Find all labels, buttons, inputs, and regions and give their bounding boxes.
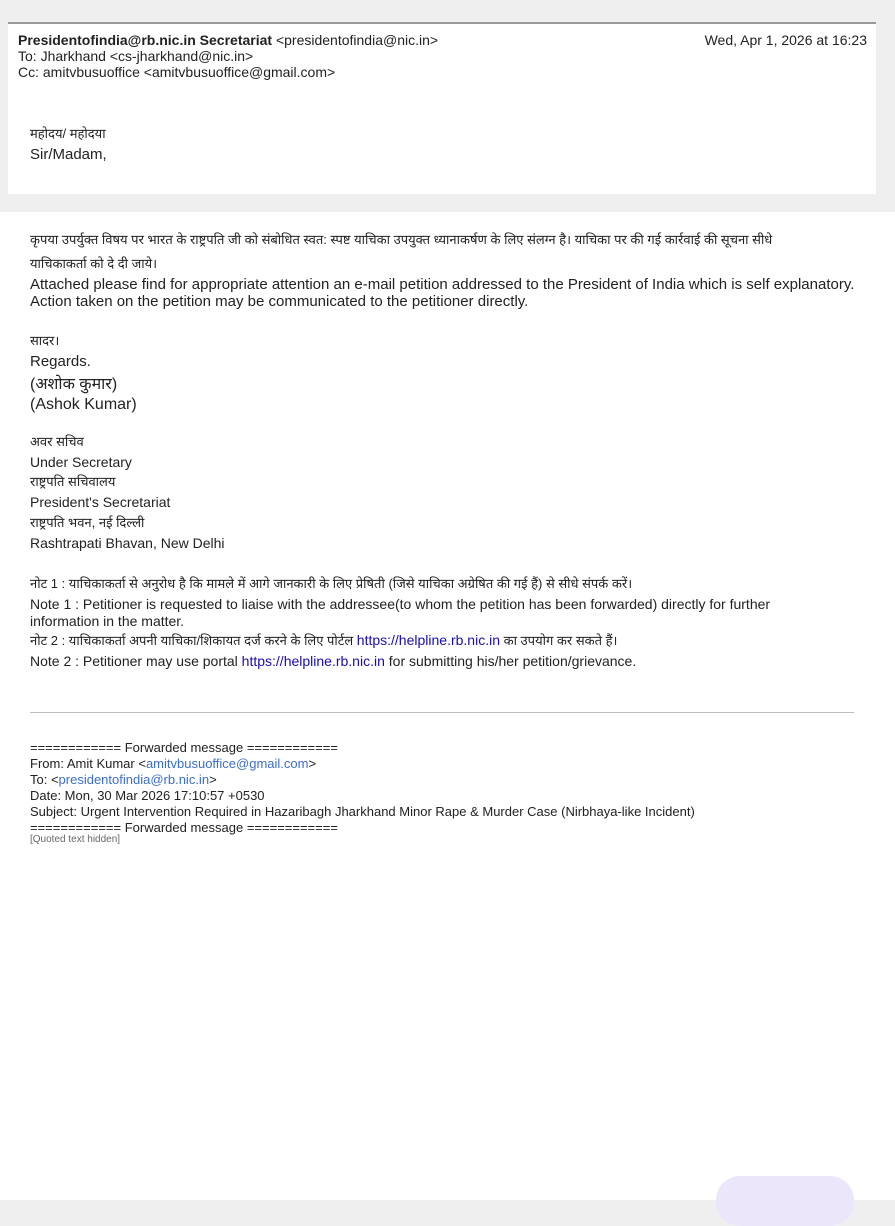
forwarded-separator-end: ============ Forwarded message ============ bbox=[30, 820, 338, 835]
greeting-hindi: महोदय/ महोदया bbox=[30, 126, 106, 141]
top-divider bbox=[8, 0, 876, 24]
body-hindi-line2: याचिकाकर्ता को दे दी जाये। bbox=[30, 256, 158, 271]
forwarded-subject: Subject: Urgent Intervention Required in Hazaribagh Jharkhand Minor Rape & Murder Case (Nirbhaya-like Incident) bbox=[30, 804, 695, 819]
forwarded-from-suffix: > bbox=[308, 756, 317, 771]
place-english: Rashtrapati Bhavan, New Delhi bbox=[30, 535, 225, 551]
signer-title-english: Under Secretary bbox=[30, 454, 132, 470]
note2-hindi bbox=[30, 631, 870, 649]
forwarded-to-suffix: > bbox=[209, 772, 217, 787]
signoff-regards: Regards. bbox=[30, 353, 91, 370]
sender-line bbox=[18, 32, 438, 48]
to-line: To: Jharkhand <cs-jharkhand@nic.in> bbox=[18, 48, 254, 64]
signoff-hindi: सादर। bbox=[30, 333, 60, 348]
signer-name-english: (Ashok Kumar) bbox=[30, 396, 137, 413]
email-header-card bbox=[8, 0, 876, 194]
body-hindi-line1: कृपया उपर्युक्त विषय पर भारत के राष्ट्रपति जी को संबोधित स्वत: स्पष्ट याचिका उपयुक्त ध्यानाकर्षण के लिए संलग्न है। याचिका पर की गई कार्रवाई की सूचना सीधे bbox=[30, 232, 773, 247]
forwarded-from-prefix: From: Amit Kumar < bbox=[30, 756, 146, 771]
forwarded-from-email-link[interactable]: amitvbusuoffice@gmail.com bbox=[145, 756, 309, 771]
signer-name-hindi: (अशोक कुमार) bbox=[30, 376, 118, 393]
helpline-link-hindi[interactable]: https://helpline.rb.nic.in bbox=[356, 632, 500, 648]
forwarded-from bbox=[30, 756, 316, 772]
body-english-line1: Attached please find for appropriate attention an e-mail petition addressed to the President of India which is self explanatory. bbox=[30, 276, 855, 293]
forwarded-separator: ============ Forwarded message ============ bbox=[30, 740, 338, 755]
note1-hindi: नोट 1 : याचिकाकर्ता से अनुरोध है कि मामले में आगे जानकारी के लिए प्रेषिती (जिसे याचिका अग्रेषित की गई हैं) से सीधे संपर्क करें। bbox=[30, 576, 633, 591]
office-hindi: राष्ट्रपति सचिवालय bbox=[30, 474, 116, 489]
section-divider bbox=[30, 712, 854, 713]
note1-english-line1: Note 1 : Petitioner is requested to liaise with the addressee(to whom the petition has been forwarded) directly for further bbox=[30, 596, 771, 612]
note1-english-line2: information in the matter. bbox=[30, 613, 185, 629]
sender-name: Presidentofindia@rb.nic.in Secretariat bbox=[18, 32, 273, 48]
quoted-text-hidden-toggle[interactable]: [Quoted text hidden] bbox=[30, 834, 121, 845]
signer-title-hindi: अवर सचिव bbox=[30, 434, 84, 449]
forwarded-to-prefix: To: < bbox=[30, 772, 59, 787]
helpline-link-english[interactable]: https://helpline.rb.nic.in bbox=[241, 653, 385, 669]
body-english-line2: Action taken on the petition may be communicated to the petitioner directly. bbox=[30, 293, 529, 310]
place-hindi: राष्ट्रपति भवन, नई दिल्ली bbox=[30, 515, 145, 530]
cc-line: Cc: amitvbusuoffice <amitvbusuoffice@gmail.com> bbox=[18, 64, 336, 80]
note2-english bbox=[30, 653, 870, 669]
floating-action-button[interactable] bbox=[716, 1176, 854, 1226]
office-english: President's Secretariat bbox=[30, 494, 171, 510]
forwarded-date: Date: Mon, 30 Mar 2026 17:10:57 +0530 bbox=[30, 788, 265, 803]
forwarded-to-email-link[interactable]: presidentofindia@rb.nic.in bbox=[58, 772, 210, 787]
note2-hindi-prefix: नोट 2 : याचिकाकर्ता अपनी याचिका/शिकायत दर्ज करने के लिए पोर्टल bbox=[30, 633, 357, 648]
note2-hindi-suffix: का उपयोग कर सकते हैं। bbox=[499, 633, 618, 648]
greeting-english: Sir/Madam, bbox=[30, 146, 107, 163]
note2-english-suffix: for submitting his/her petition/grievance. bbox=[384, 653, 637, 669]
forwarded-to bbox=[30, 772, 217, 788]
email-date: Wed, Apr 1, 2026 at 16:23 bbox=[704, 32, 867, 48]
note2-english-prefix: Note 2 : Petitioner may use portal bbox=[30, 653, 242, 669]
sender-email: <presidentofindia@nic.in> bbox=[272, 32, 439, 48]
